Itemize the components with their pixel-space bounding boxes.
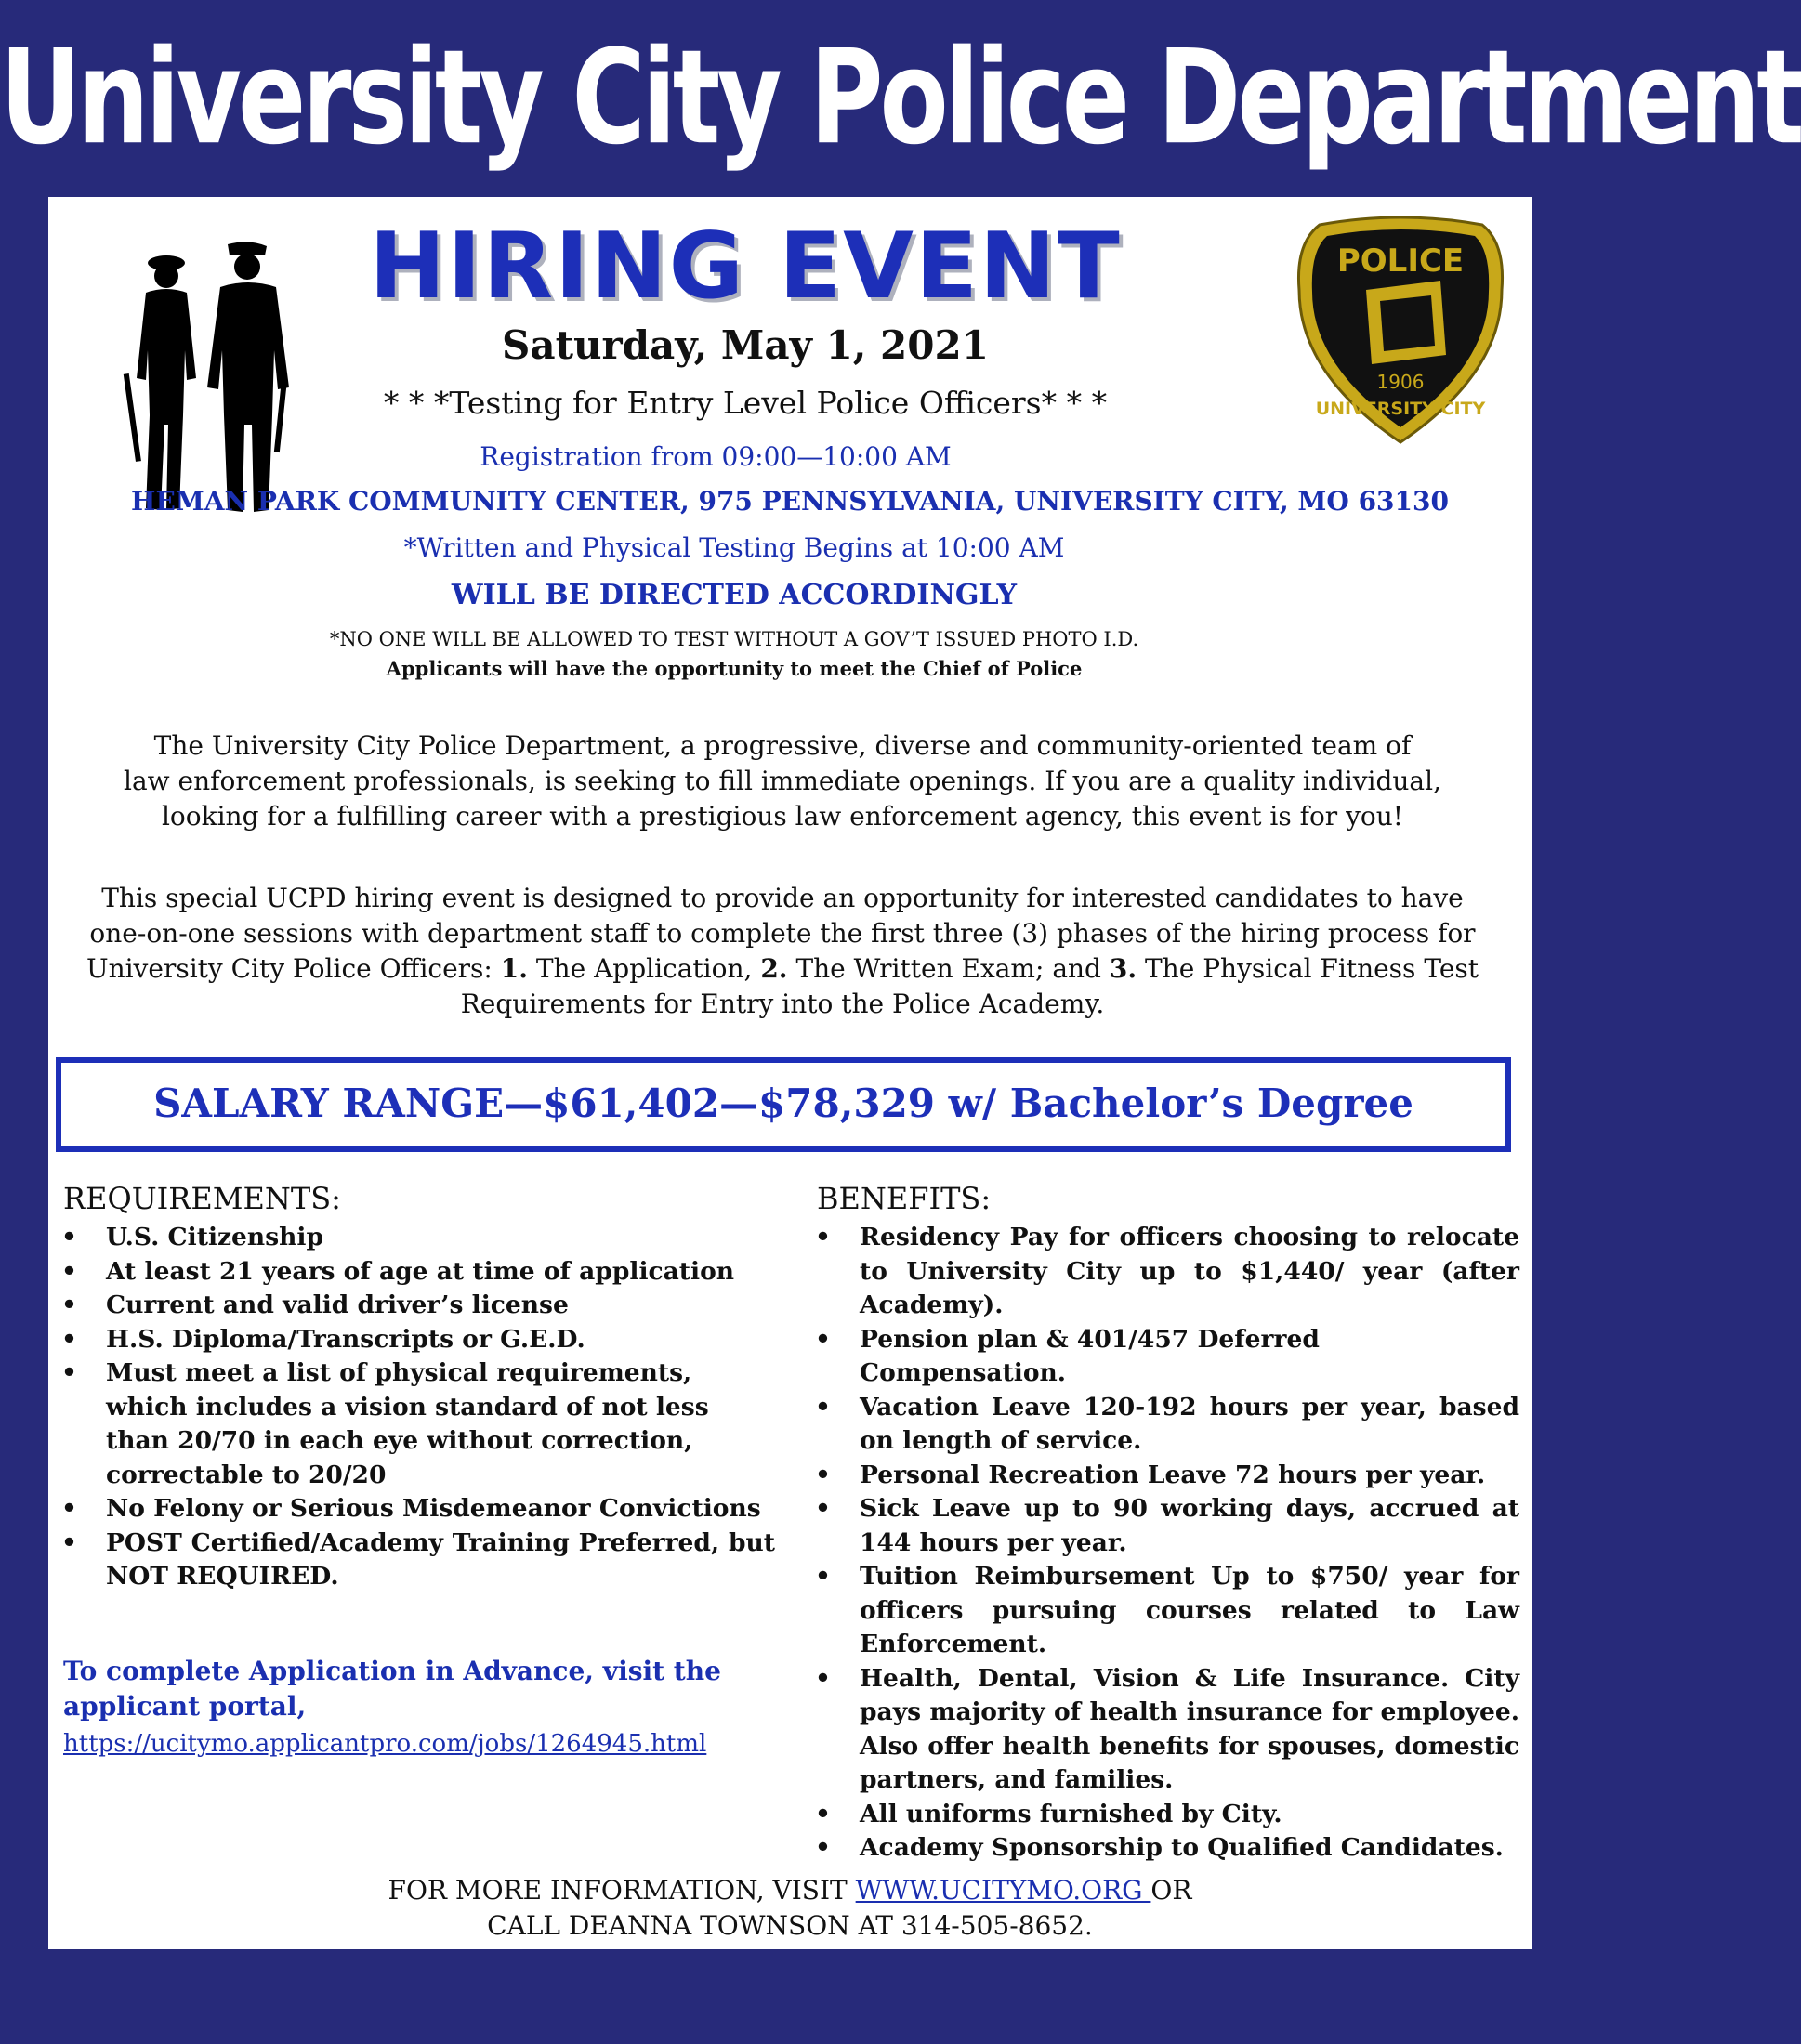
portal-instructions: To complete Application in Advance, visit the applicant portal, [63, 1656, 721, 1722]
benefits-list [813, 1221, 1519, 1866]
flyer-sheet [48, 197, 1532, 1949]
phase-label: The Written Exam; and [787, 953, 1110, 984]
phases-lead: University City Police Officers: [85, 953, 501, 984]
event-date: Saturday, May 1, 2021 [502, 322, 989, 368]
requirement-item: • No Felony or Serious Misdemeanor Convictions [59, 1492, 775, 1526]
phase-label: The Physical Fitness Test [1137, 953, 1479, 984]
website-link[interactable]: WWW.UCITYMO.ORG [855, 1875, 1151, 1906]
phase-number: 1. [500, 953, 528, 984]
testing-line: * * *Testing for Entry Level Police Officers* * * [383, 385, 1108, 421]
footer-prefix: FOR MORE INFORMATION, VISIT [388, 1875, 856, 1906]
event-line: Requirements for Entry into the Police Academy. [460, 989, 1105, 1019]
benefit-item: • All uniforms furnished by City. [813, 1798, 1519, 1832]
benefit-item: • Residency Pay for officers choosing to relocate to University City up to $1,440/ year (after Academy). [813, 1221, 1519, 1323]
phase-number: 3. [1109, 953, 1137, 984]
requirement-item: • POST Certified/Academy Training Preferred, but NOT REQUIRED. [59, 1526, 775, 1594]
benefit-item: • Sick Leave up to 90 working days, accrued at 144 hours per year. [813, 1492, 1519, 1560]
benefits-title: BENEFITS: [817, 1181, 992, 1216]
intro-line: looking for a fulfilling career with a prestigious law enforcement agency, this event is for you! [161, 801, 1404, 832]
badge-top-text: POLICE [1336, 242, 1465, 280]
chief-notice: Applicants will have the opportunity to meet the Chief of Police [386, 657, 1083, 680]
event-line-phases [85, 951, 1479, 987]
footer-info [48, 1873, 1532, 1908]
phase-number: 2. [760, 953, 788, 984]
photo-id-notice: *NO ONE WILL BE ALLOWED TO TEST WITHOUT A GOV’T ISSUED PHOTO I.D. [329, 628, 1139, 650]
requirement-item: • At least 21 years of age at time of application [59, 1255, 775, 1290]
benefit-item: • Tuition Reimbursement Up to $750/ year for officers pursuing courses related to Law Enforcement. [813, 1560, 1519, 1662]
footer-contact: CALL DEANNA TOWNSON AT 314-505-8652. [487, 1910, 1093, 1941]
requirements-list [59, 1221, 775, 1594]
badge-bottom-text: UNIVERSITY CITY [1315, 399, 1486, 419]
salary-range-box: SALARY RANGE—$61,402—$78,329 w/ Bachelor’s Degree [56, 1057, 1511, 1152]
benefit-item: • Pension plan & 401/457 Deferred Compensation. [813, 1323, 1519, 1391]
registration-time: Registration from 09:00—10:00 AM [480, 441, 952, 472]
testing-begins: *Written and Physical Testing Begins at 10:00 AM [403, 532, 1065, 563]
intro-line: The University City Police Department, a progressive, diverse and community-oriented team of [153, 730, 1412, 761]
benefit-item: • Personal Recreation Leave 72 hours per year. [813, 1459, 1519, 1493]
badge-year: 1906 [1376, 371, 1425, 393]
benefit-item: • Vacation Leave 120-192 hours per year, based on length of service. [813, 1391, 1519, 1459]
requirement-item: • Must meet a list of physical requirements, which includes a vision standard of not less than 20/70 in each eye without correction, correctable to 20/20 [59, 1356, 775, 1492]
applicant-portal-link[interactable]: https://ucitymo.applicantpro.com/jobs/1264945.html [63, 1730, 707, 1758]
banner-title: University City Police Department [0, 22, 1801, 175]
benefit-item: • Academy Sponsorship to Qualified Candidates. [813, 1831, 1519, 1866]
requirement-item: • U.S. Citizenship [59, 1221, 775, 1255]
directed-notice: WILL BE DIRECTED ACCORDINGLY [451, 579, 1018, 611]
phase-label: The Application, [527, 953, 761, 984]
intro-line: law enforcement professionals, is seeking to fill immediate openings. If you are a quality individual, [124, 766, 1441, 796]
intro-paragraph [85, 728, 1479, 834]
requirement-item: • Current and valid driver’s license [59, 1289, 775, 1323]
footer-suffix: OR [1150, 1875, 1192, 1906]
requirement-item: • H.S. Diploma/Transcripts or G.E.D. [59, 1323, 775, 1357]
event-line: This special UCPD hiring event is designed to provide an opportunity for interested candidates to have [101, 883, 1464, 913]
event-address: HEMAN PARK COMMUNITY CENTER, 975 PENNSYLVANIA, UNIVERSITY CITY, MO 63130 [131, 486, 1449, 517]
hiring-event-title: HIRING EVENT [369, 214, 1122, 320]
benefit-item: • Health, Dental, Vision & Life Insurance. City pays majority of health insurance for employee. Also offer health benefits for spouses, domestic partners, and families. [813, 1662, 1519, 1798]
event-paragraph [85, 881, 1479, 1022]
requirements-title: REQUIREMENTS: [63, 1181, 341, 1216]
event-line: one-on-one sessions with department staff to complete the first three (3) phases of the hiring process for [89, 918, 1476, 949]
